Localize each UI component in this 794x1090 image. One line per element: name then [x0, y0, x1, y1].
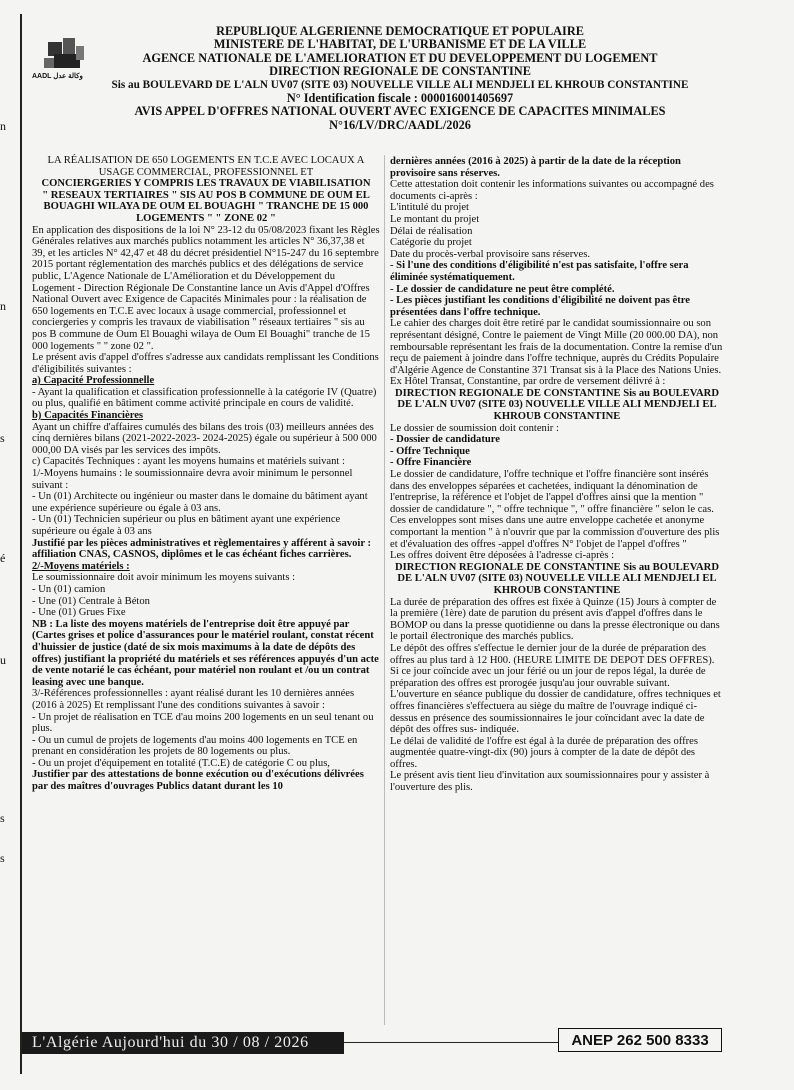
cut-margin-letter: é: [0, 551, 6, 565]
left-column: [32, 155, 380, 793]
header-line: DIRECTION REGIONALE DE CONSTANTINE: [269, 64, 531, 79]
paragraph: - Ou un cumul de projets de logements d'au moins 400 logements en TCE en prenant en considération les projets de 80 logements ou plus.: [32, 734, 358, 758]
newspaper-banner: L'Algérie Aujourd'hui du 30 / 08 / 2026: [22, 1032, 344, 1054]
paragraph: NB : La liste des moyens matériels de l'entreprise doit être appuyé par (Cartes grises et police d'assurances pour le matériel roulant, constat récent d'huissier de justice (daté de six mois maximums à la date de dépôts des offres) justifiant la propriété du matériels et ses références appuyés d'un acte de vente notarié le cas échéant, pour matériel non roulant et /ou un contrat leasing avec une banque.: [32, 618, 379, 688]
paragraph: Justifié par les pièces administratives et règlementaires y afférent à savoir : affiliation CNAS, CASNOS, diplômes et le cas échéant fiches carrières.: [32, 537, 372, 561]
paragraph: L'intitulé du projet: [390, 202, 469, 214]
paragraph: Le cahier des charges doit être retiré par le candidat soumissionnaire ou son représentant désigné, Contre le paiement de Vingt Mille (20 000.00 DA), non remboursable représentant les frais de la documentation. Contre la remise d'un reçu de paiement à joindre dans l'offre technique, auprès du Crédits Populaire d'Algérie Agence de Constantine 371 Transat sis à la Place des Nations Unies. Ex Hôtel Transat, Constantine, par ordre de versement délivré à :: [390, 318, 723, 388]
paragraph: - Une (01) Centrale à Béton: [32, 595, 150, 607]
header-line: REPUBLIQUE ALGERIENNE DEMOCRATIQUE ET POPULAIRE: [216, 24, 584, 38]
cut-margin-letter: s: [0, 851, 5, 865]
paragraph: Le délai de validité de l'offre est égal à la durée de préparation des offres augmentée quatre-vingt-dix (90) jours à compter de la date de dépôt des offres.: [390, 735, 699, 770]
paragraph: - Ayant la qualification et classification professionnelle à la catégorie IV (Quatre) ou plus, qualifié en bâtiment comme activité principale en cours de validité.: [32, 386, 377, 410]
header-line: Sis au BOULEVARD DE L'ALN UV07 (SITE 03) NOUVELLE VILLE ALI MENDJELI EL KHROUB CONSTANTINE: [111, 78, 689, 91]
header-line: N° Identification fiscale : 000016001405697: [286, 91, 514, 106]
paragraph: Ayant un chiffre d'affaires cumulés des bilans des trois (03) meilleurs années des cinq dernières bilans (2021-2022-2023- 2024-2025) égale ou supérieur à 500 000 000,00 DA visés par les services des impôts.: [32, 421, 377, 456]
paragraph: Catégorie du projet: [390, 237, 472, 249]
paragraph: a) Capacité Professionnelle: [32, 375, 155, 387]
paragraph: - Les pièces justifiant les conditions d'éligibilité ne doivent pas être présentées dans l'offre technique.: [390, 295, 690, 318]
paragraph: Ces enveloppes sont mises dans une autre enveloppe cachetée et anonyme comportant la mention " à n'ouvrir que par la commission d'ouverture des plis et d'évaluation des offres -appel d'offres N° l'objet de l'appel d'offres ": [390, 515, 720, 550]
paragraph: Cette attestation doit contenir les informations suivantes ou accompagné des documents ci-après :: [390, 179, 714, 202]
paragraph: DIRECTION REGIONALE DE CONSTANTINE Sis au BOULEVARD DE L'ALN UV07 (SITE 03) NOUVELLE VILLE ALI MENDJELI EL KHROUB CONSTANTINE: [395, 561, 719, 596]
header-line: AGENCE NATIONALE DE L'AMELIORATION ET DU DEVELOPPEMENT DU LOGEMENT: [142, 50, 658, 65]
paragraph: - Dossier de candidature: [390, 434, 500, 446]
paragraph: - Un (01) Technicien supérieur ou plus en bâtiment ayant une expérience supérieure ou égale à 03 ans: [32, 514, 341, 537]
paragraph: - Offre Technique: [390, 445, 470, 457]
anep-reference-box: ANEP 262 500 8333: [558, 1028, 722, 1052]
paragraph: Le montant du projet: [390, 213, 480, 225]
paragraph: 2/-Moyens matériels :: [32, 560, 130, 572]
header-line: MINISTERE DE L'HABITAT, DE L'URBANISME ET DE LA VILLE: [213, 37, 587, 52]
paragraph: 1/-Moyens humains : le soumissionnaire devra avoir minimum le personnel suivant :: [32, 468, 353, 491]
paragraph: Justifier par des attestations de bonne exécution ou d'exécutions délivrées par des maîtres d'ouvrages Publics datant durant les 10: [32, 769, 364, 793]
footer-divider: [344, 1042, 558, 1043]
paragraph: Date du procès-verbal provisoire sans réserves.: [390, 248, 591, 260]
logo-text: AADL وكالة عدل: [32, 73, 83, 80]
paragraph: - Une (01) Grues Fixe: [32, 607, 126, 619]
paragraph: Délai de réalisation: [390, 225, 473, 237]
paragraph: Le soumissionnaire doit avoir minimum les moyens suivants :: [32, 572, 296, 584]
paragraph: Les offres doivent être déposées à l'adresse ci-après :: [390, 550, 615, 562]
paragraph: Le dossier de soumission doit contenir :: [390, 422, 559, 434]
paragraph: dernières années (2016 à 2025) à partir de la date de la réception provisoire sans réserves.: [390, 156, 681, 179]
paragraph: - Offre Financière: [390, 457, 472, 469]
paragraph: Le présent avis d'appel d'offres s'adresse aux candidats remplissant les Conditions d'éligibilités suivantes :: [32, 352, 379, 375]
paragraph: L'ouverture en séance publique du dossier de candidature, offres techniques et offres financières s'effectuera au siège du maître de l'ouvrage indiqué ci-dessus en présence des soumissionnaires le jour coïncidant avec la date de dépôt des offres sus- indiquée.: [390, 689, 721, 736]
paragraph: c) Capacités Techniques : ayant les moyens humains et matériels suivant :: [32, 456, 345, 468]
cut-margin-letter: u: [0, 653, 6, 667]
left-border-rule: [20, 14, 22, 1074]
paragraph: - Ou un projet d'équipement en totalité (T.C.E) de catégorie C ou plus,: [32, 757, 330, 769]
paragraph: Le présent avis tient lieu d'invitation aux soumissionnaires pour y assister à l'ouverture des plis.: [390, 770, 710, 794]
paragraph: Si ce jour coïncide avec un jour férié ou un jour de repos légal, la durée de préparation des offres est prorogée jusqu'au jour ouvrable suivant.: [390, 666, 706, 689]
cut-margin-letter: n: [0, 299, 6, 313]
paragraph: - Si l'une des conditions d'éligibilité n'est pas satisfaite, l'offre sera éliminée systématiquement.: [390, 260, 689, 283]
column-divider: [384, 155, 385, 1025]
cut-margin-letter: n: [0, 119, 6, 133]
paragraph: - Un (01) Architecte ou ingénieur ou master dans le domaine du bâtiment ayant une expérience supérieure ou égale à 03 ans.: [32, 491, 368, 514]
paragraph: - Un projet de réalisation en TCE d'au moins 200 logements en un seul tenant ou plus.: [32, 711, 374, 735]
paragraph: Le dépôt des offres s'effectue le dernier jour de la durée de préparation des offres au plus tard à 12 H00. (HEURE LIMITE DE DEPOT DES OFFRES).: [390, 642, 715, 666]
paragraph: DIRECTION REGIONALE DE CONSTANTINE Sis au BOULEVARD DE L'ALN UV07 (SITE 03) NOUVELLE VILLE ALI MENDJELI EL KHROUB CONSTANTINE: [395, 387, 719, 423]
paragraph: 3/-Références professionnelles : ayant réalisé durant les 10 dernières années (2016 à 2025) Et remplissant l'une des conditions suivantes à savoir :: [32, 688, 355, 711]
header-line: N°16/LV/DRC/AADL/2026: [329, 117, 471, 132]
paragraph: " RESEAUX TERTIAIRES " SIS AU POS B COMMUNE DE OUM EL BOUAGHI WILAYA DE OUM EL BOUAGHI " TRANCHE DE 15 000 LOGEMENTS " " ZONE 02 ": [42, 189, 370, 224]
header-line: AVIS APPEL D'OFFRES NATIONAL OUVERT AVEC EXIGENCE DE CAPACITES MINIMALES: [134, 104, 666, 119]
paragraph: b) Capacités Financières: [32, 410, 144, 422]
right-column: [390, 156, 724, 794]
paragraph: CONCIERGERIES Y COMPRIS LES TRAVAUX DE VIABILISATION: [41, 178, 371, 190]
paragraph: LA RÉALISATION DE 650 LOGEMENTS EN T.C.E AVEC LOCAUX A USAGE COMMERCIAL, PROFESSIONNEL ET: [47, 155, 365, 178]
paragraph: - Un (01) camion: [32, 583, 106, 595]
paragraph: La durée de préparation des offres est fixée à Quinze (15) Jours à compter de la première (1ère) date de parution du présent avis d'appel d'offres dans le BOMOP ou dans la presse quotidienne ou dans la presse électronique ou dans le portail électronique des marchés publics.: [390, 596, 720, 643]
notice-header: [100, 25, 700, 132]
cut-margin-letter: s: [0, 811, 5, 825]
paragraph: En application des dispositions de la loi N° 23-12 du 05/08/2023 fixant les Règles Générales relatives aux marchés publics notamment les articles N° 36,37,38 et 39, et les articles N° 42,47 et 48 du décret présidentiel N°15-247 du 16 septembre 2015 portant réglementation des marchés publics et des délégations de service public, L'Agence Nationale de L'Amélioration et du Développement du Logement - Direction Régionale De Constantine lance un Avis d'Appel d'Offres National Ouvert avec Exigence de Capacités Minimales pour : la réalisation de 650 logements en T.C.E avec locaux à usage commercial, professionnel et conciergeries y compris les travaux de viabilisation " réseaux tertiaires " sis au pos B commune de Oum El Bouaghi wilaya de Oum El Bouaghi" tranche de 15 000 logements " " zone 02 ".: [32, 224, 380, 352]
paragraph: - Le dossier de candidature ne peut être complété.: [390, 283, 615, 295]
cut-margin-letter: s: [0, 431, 5, 445]
paragraph: Le dossier de candidature, l'offre technique et l'offre financière sont insérés dans des enveloppes séparées et cachetées, indiquant la dénomination de l'entreprise, la référence et l'objet de l'appel d'offres ainsi que la mention " dossier de candidature ", " offre technique ", " offre financière " selon le cas.: [390, 469, 714, 515]
